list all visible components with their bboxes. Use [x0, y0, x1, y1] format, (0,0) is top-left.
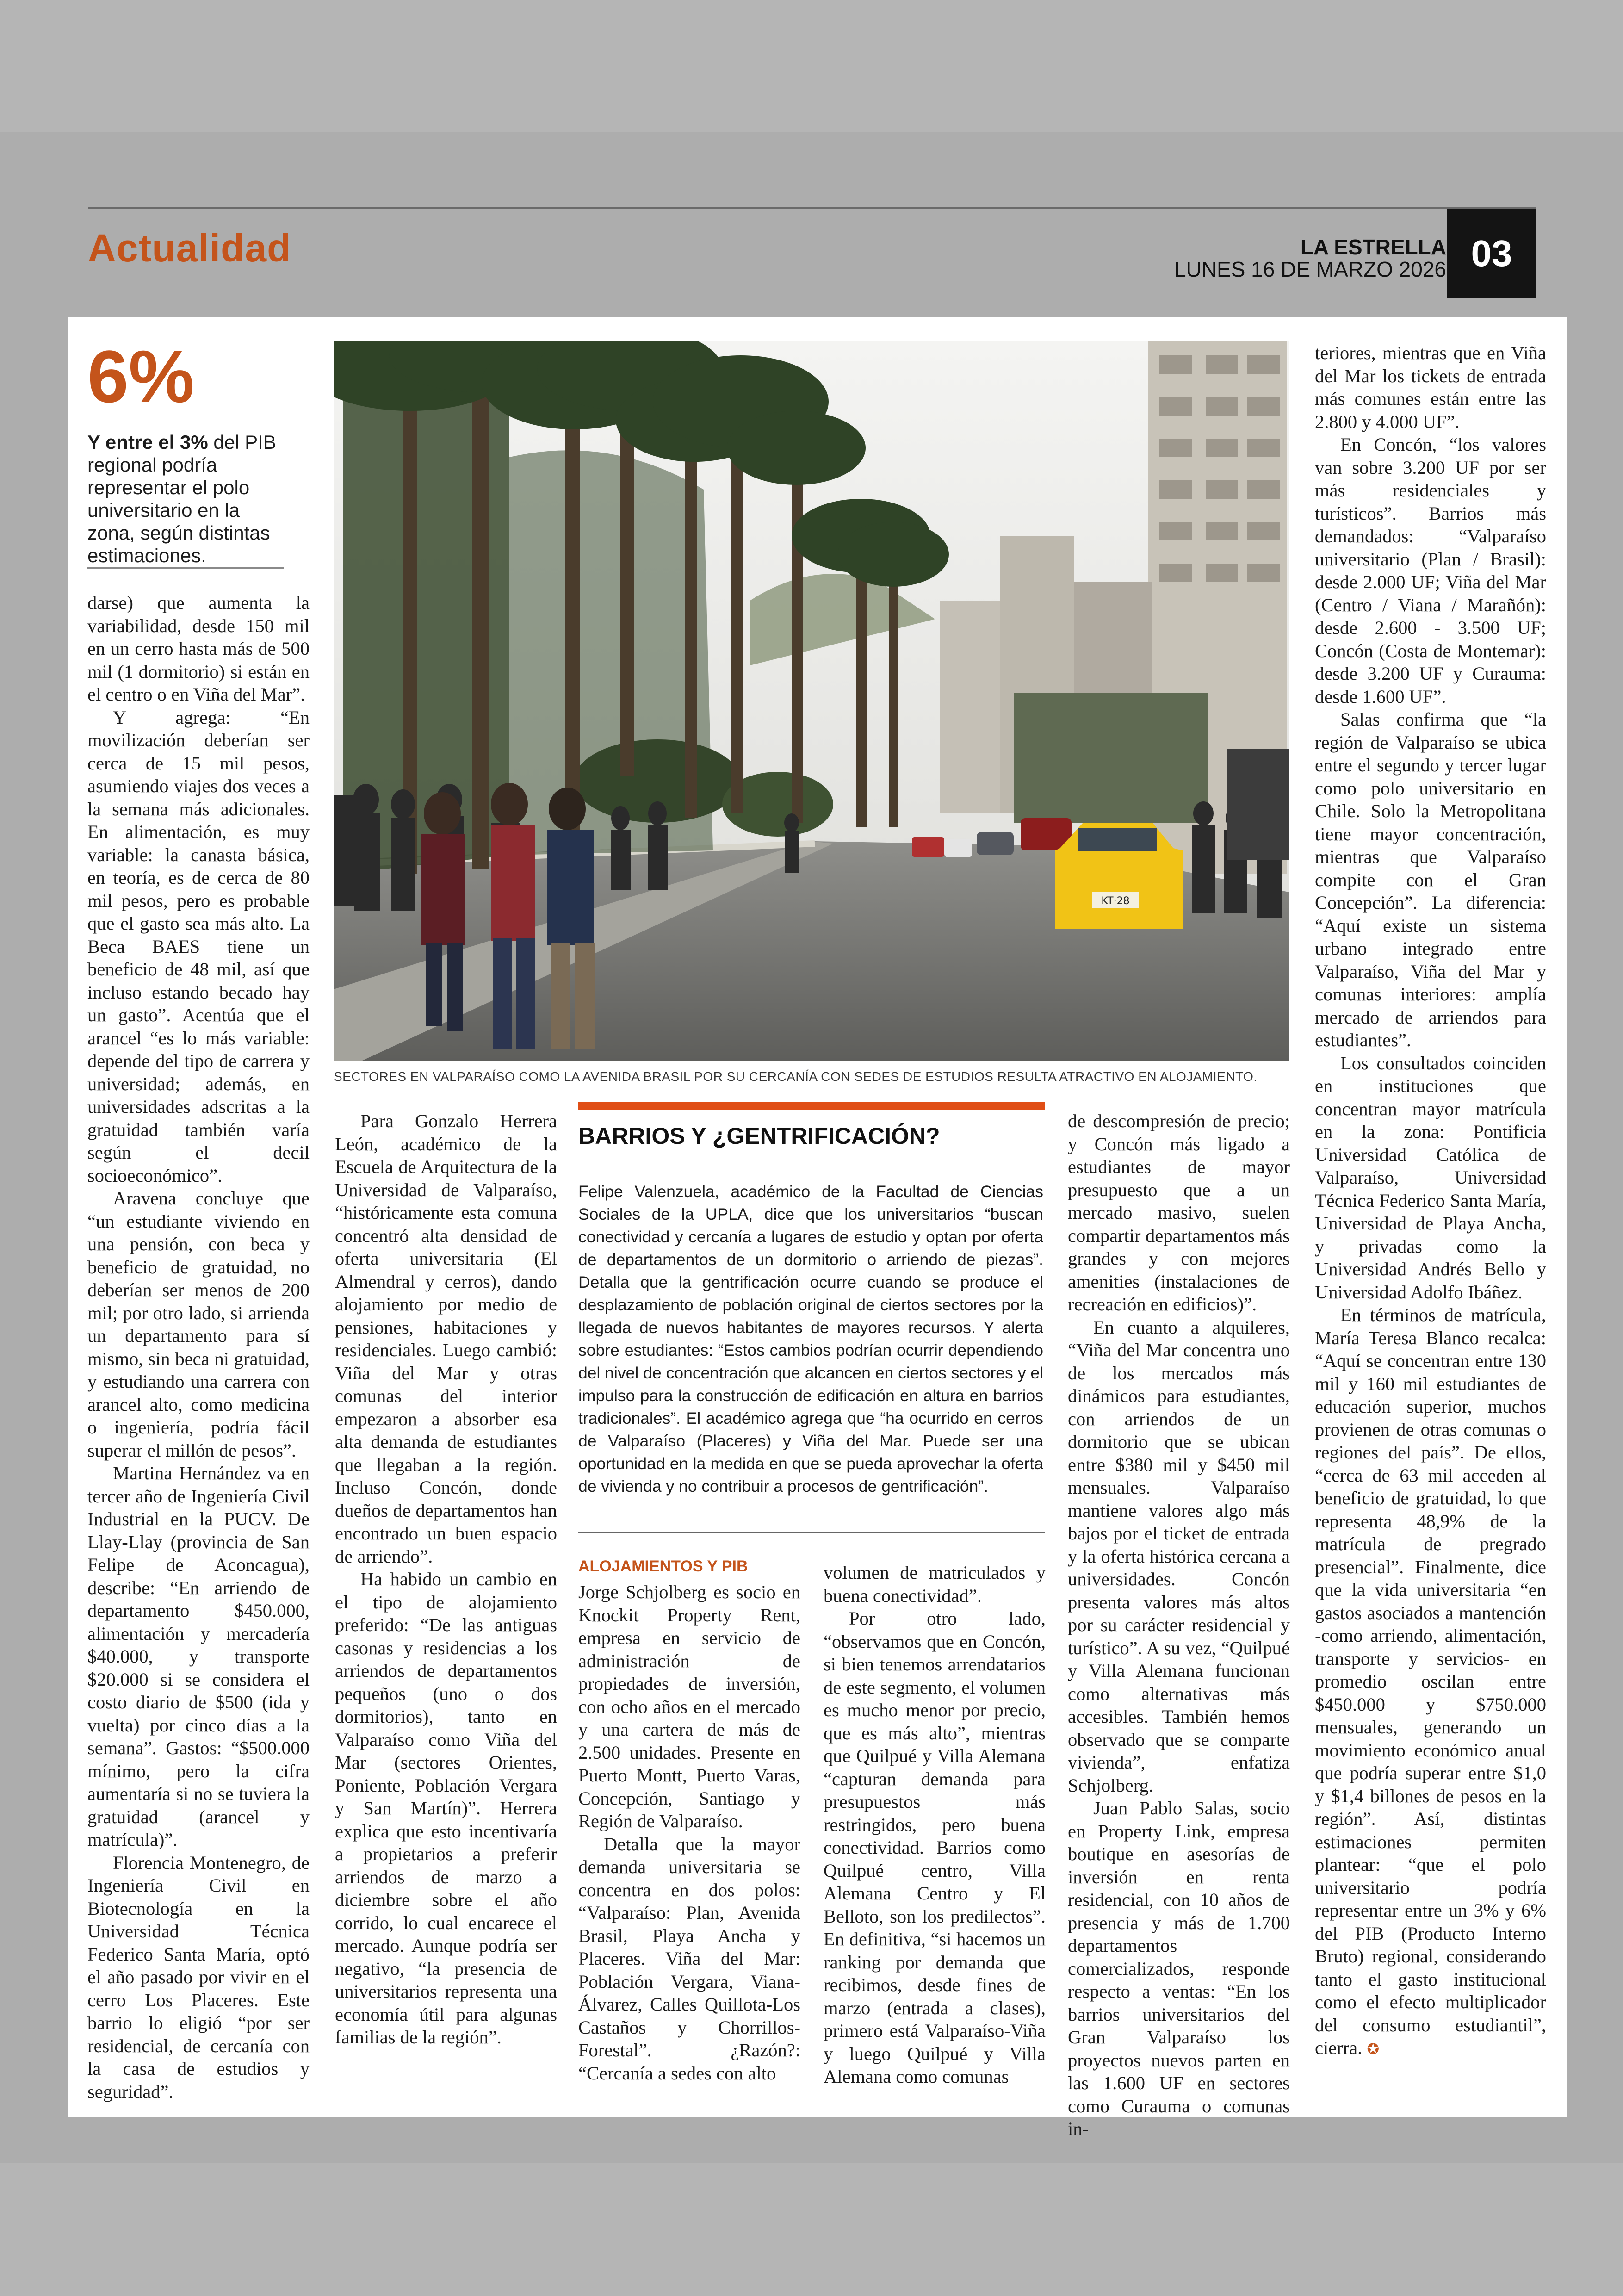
paragraph: En cuanto a alquileres, “Viña del Mar concentra uno de los mercados más dinámicos para estudiantes, con arriendos de un dormitorio que se ubican entre $380 mil y $450 mil mensuales. Valparaíso mantiene valores algo más bajos por el ticket de entrada y la oferta histórica cercana a universidades. Concón presenta valores más altos por su carácter residencial y turístico”. A su vez, “Quilpué y Villa Alemana funcionan como alternativas más accesibles. También hemos observado que se comparte vivienda”, enfatiza Schjolberg.	[1068, 1316, 1290, 1796]
article-sheet	[68, 317, 1567, 2139]
end-mark-icon: ✪	[1367, 2040, 1380, 2058]
paragraph	[1315, 1303, 1546, 2061]
paragraph: Ha habido un cambio en el tipo de alojamiento preferido: “De las antiguas casonas y residencias a los arriendos de departamentos pequeños (uno o dos dormitorios), tanto en Valparaíso como Viña del Mar (sectores Orientes, Poniente, Población Vergara y San Martín)”. Herrera explica que esto incentivaría a propietarios a preferir arriendos de marzo a diciembre sobre el año corrido, lo cual encarece el mercado. Aunque podría ser negativo, “la presencia de universitarios representa una economía útil para algunas familias de la región”.	[335, 1569, 557, 2048]
subhead-alojamientos: ALOJAMIENTOS Y PIB	[578, 1558, 748, 1575]
sidebar-note-text: del PIB regional podría representar el polo universitario en la zona, según distintas estimaciones.	[87, 431, 276, 566]
paragraph: Aravena concluye que “un estudiante viviendo en una pensión, con beca y beneficio de gratuidad, no deberían ser menos de 200 mil; por otro lado, si arrienda un departamento para sí mismo, sin beca ni gratuidad, y estudiando una carrera con arancel alto, como medicina o ingeniería, podría fácil superar el millón de pesos”.	[87, 1188, 310, 1461]
header-rule	[88, 207, 1536, 209]
paragraph: Los consultados coinciden en instituciones que concentran mayor matrícula en la zona: Pontificia Universidad Católica de Valparaíso, Universidad Técnica Federico Santa María, Universidad de Playa Ancha, y privadas como la Universidad Andrés Bello y Universidad Adolfo Ibáñez.	[1315, 1052, 1546, 1303]
page-number: 03	[1447, 209, 1536, 298]
paragraph: darse) que aumenta la variabilidad, desde 150 mil en un cerro hasta más de 500 mil (1 dormitorio) si están en el centro o en Viña del Mar”.	[87, 592, 310, 705]
paragraph: Y agrega: “En movilización deberían ser cerca de 15 mil pesos, asumiendo viajes dos veces a la semana más adicionales. En alimentación, es muy variable: la canasta básica, en teoría, es de cerca de 80 mil pesos, pero es probable que el gasto sea más alto. La Beca BAES tiene un beneficio de 48 mil, así que incluso estando becado hay un gasto”. Acentúa que el arancel “es lo más variable: depende del tipo de carrera y universidad; además, en universidades adscritas a la gratuidad también varía según el decil socioeconómico”.	[87, 707, 310, 1186]
column-2	[335, 1110, 557, 2049]
paragraph: Juan Pablo Salas, socio en Property Link, empresa boutique en asesorías de inversión en renta residencial, con 10 años de presencia y más de 1.700 departamentos comercializados, responde respecto a ventas: “En los barrios universitarios del Gran Valparaíso los proyectos nuevos parten en las 1.600 UF en sectores como Curauma o comunas in-	[1068, 1798, 1290, 2139]
paragraph: de descompresión de precio; y Concón más ligado a estudiantes de mayor presupuesto que a un mercado masivo, suelen compartir departamentos más grandes y con mejores amenities (instalaciones de recreación en edificios)”.	[1068, 1111, 1290, 1315]
paragraph: Florencia Montenegro, de Ingeniería Civil en Biotecnología en la Universidad Técnica Federico Santa María, optó el año pasado por vivir en el cerro Los Placeres. Este barrio lo eligió “por ser residencial, de cercanía con la casa de estudios y seguridad”.	[87, 1852, 310, 2102]
photo-caption: SECTORES EN VALPARAÍSO COMO LA AVENIDA BRASIL POR SU CERCANÍA CON SEDES DE ESTUDIOS RESULTA ATRACTIVO EN ALOJAMIENTO.	[334, 1069, 1258, 1084]
column-6	[1315, 341, 1546, 2061]
column-3	[578, 1581, 800, 2085]
sidebar-rule	[87, 567, 284, 569]
paragraph: Para Gonzalo Herrera León, académico de la Escuela de Arquitectura de la Universidad de Valparaíso, “históricamente esta comuna concentró alta densidad de oferta universitaria (El Almendral y cerros), dando alojamiento por medio de pensiones, habitaciones y residenciales. Luego cambió: Viña del Mar y otras comunas del interior empezaron a absorber esa alta demanda de estudiantes que llegaban a la región. Incluso Concón, donde dueños de departamentos han encontrado un buen espacio de arriendo”.	[335, 1111, 557, 1567]
paragraph: Jorge Schjolberg es socio en Knockit Property Rent, empresa en servicio de administración de propiedades de inversión, con ocho años en el mercado y una cartera de más de 2.500 unidades. Presente en Puerto Montt, Puerto Varas, Concepción, Santiago y Región de Valparaíso.	[578, 1582, 800, 1831]
column-4	[824, 1561, 1046, 2088]
box-text: Felipe Valenzuela, académico de la Facultad de Ciencias Sociales de la UPLA, dice que los universitarios “buscan conectividad y cercanía a lugares de estudio y optan por oferta de departamentos de un dormitorio o arriendo de piezas”. Detalla que la gentrificación ocurre cuando se produce el desplazamiento de población original de ciertos sectores por la llegada de nuevos habitantes de mayores recursos. Y alerta sobre estudiantes: “Estos cambios podrían ocurrir dependiendo del nivel de concentración que alcancen en ciertos sectores y el impulso para la construcción de edificación en altura en barrios tradicionales”. El académico agrega que “ha ocurrido en cerros de Valparaíso (Placeres) y Viña del Mar. Puede ser una oportunidad en la medida en que se pueda aprovechar la oferta de vivienda y no contribuir a procesos de gentrificación”.	[578, 1182, 1043, 1496]
closing-text: En términos de matrícula, María Teresa Blanco recalca: “Aquí se concentran entre 130 mil y 160 mil estudiantes de educación superior, muchos provienen de otras comunas o regiones del país”. De ellos, “cerca de 63 mil acceden al beneficio de gratuidad, lo que representa 48,9% de la matrícula de pregrado presencial”. Finalmente, dice que la vida universitaria “en gastos asociados a mantención -como arriendo, alimentación, transporte y servicios- en promedio oscilan entre $450.000 y $750.000 mensuales, generando un movimiento económico anual que podría superar entre $1,0 y $1,4 billones de pesos en la región”. Así, distintas estimaciones permiten plantear: “que el polo universitario podría representar entre un 3% y 6% del PIB (Producto Interno Bruto) regional, considerando tanto el gasto institucional como el efecto multiplicador del consumo estudiantil”, cierra.	[1315, 1304, 1546, 2058]
paragraph: Salas confirma que “la región de Valparaíso se ubica entre el segundo y tercer lugar como polo universitario en Chile. Solo la Metropolitana tiene mayor concentración, mientras que Valparaíso compite con el Gran Concepción”. La diferencia: “Aquí existe un sistema urbano integrado entre Valparaíso, Viña del Mar y comunas interiores: amplía mercado de arriendos para estudiantes”.	[1315, 709, 1546, 1050]
paragraph: teriores, mientras que en Viña del Mar los tickets de entrada más comunes están entre las 2.800 y 4.000 UF”.	[1315, 342, 1546, 432]
paragraph: Martina Hernández va en tercer año de Ingeniería Civil Industrial en la PUCV. De Llay-Llay (provincia de San Felipe de Aconcagua), describe: “En arriendo de departamento $450.000, alimentación y mercadería $40.000, y transporte $20.000 si se considera el costo diario de $500 (ida y vuelta) por cinco días a la semana”. Gastos: “$500.000 mínimo, pero la cifra aumentaría si no se tuviera la gratuidad (arancel y matrícula)”.	[87, 1463, 310, 1850]
box-title: BARRIOS Y ¿GENTRIFICACIÓN?	[578, 1123, 940, 1149]
publication-date: LUNES 16 DE MARZO 2026	[1174, 257, 1446, 282]
taxi-plate: KT·28	[1101, 895, 1130, 907]
street-photo	[334, 341, 1289, 1061]
column-1	[87, 591, 310, 2103]
paragraph: volumen de matriculados y buena conectividad”.	[824, 1562, 1046, 1606]
section-title: Actualidad	[88, 226, 291, 270]
paragraph: Por otro lado, “observamos que en Concón, si bien tenemos arrendatarios de este segmento, el volumen es mucho menor por precio, que es más alto”, mientras que Quilpué y Villa Alemana “capturan demanda para presupuestos más restringidos, pero buena conectividad. Barrios como Quilpué centro, Villa Alemana Centro y El Belloto, son los predilectos”. En definitiva, “si hacemos un ranking por demanda que recibimos, desde fines de marzo (entrada a clases), primero está Valparaíso-Viña y luego Quilpué y Villa Alemana como comunas	[824, 1608, 1046, 2087]
column-5	[1068, 1110, 1290, 2141]
sidebar-big-number: 6%	[87, 335, 195, 418]
paragraph: En Concón, “los valores van sobre 3.200 UF por ser más residenciales y turísticos”. Barrios más demandados: “Valparaíso universitario (Plan / Brasil): desde 2.000 UF; Viña del Mar (Centro / Viana / Marañón): desde 2.600 - 3.500 UF; Concón (Costa de Montemar): desde 3.200 UF y Curauma: desde 1.600 UF”.	[1315, 434, 1546, 707]
sidebar-note-bold: Y entre el 3%	[87, 431, 208, 453]
paragraph: Detalla que la mayor demanda universitaria se concentra en dos polos: “Valparaíso: Plan, Avenida Brasil, Playa Ancha y Placeres. Viña del Mar: Población Vergara, Viana-Álvarez, Calles Quillota-Los Castaños y Chorrillos-Forestal”. ¿Razón?: “Cercanía a sedes con alto	[578, 1833, 800, 2084]
masthead	[1174, 236, 1446, 281]
box-accent-rule	[578, 1102, 1045, 1110]
box-bottom-rule	[578, 1532, 1045, 1533]
sidebar-note	[87, 431, 284, 567]
publication-name: LA ESTRELLA	[1300, 235, 1446, 259]
